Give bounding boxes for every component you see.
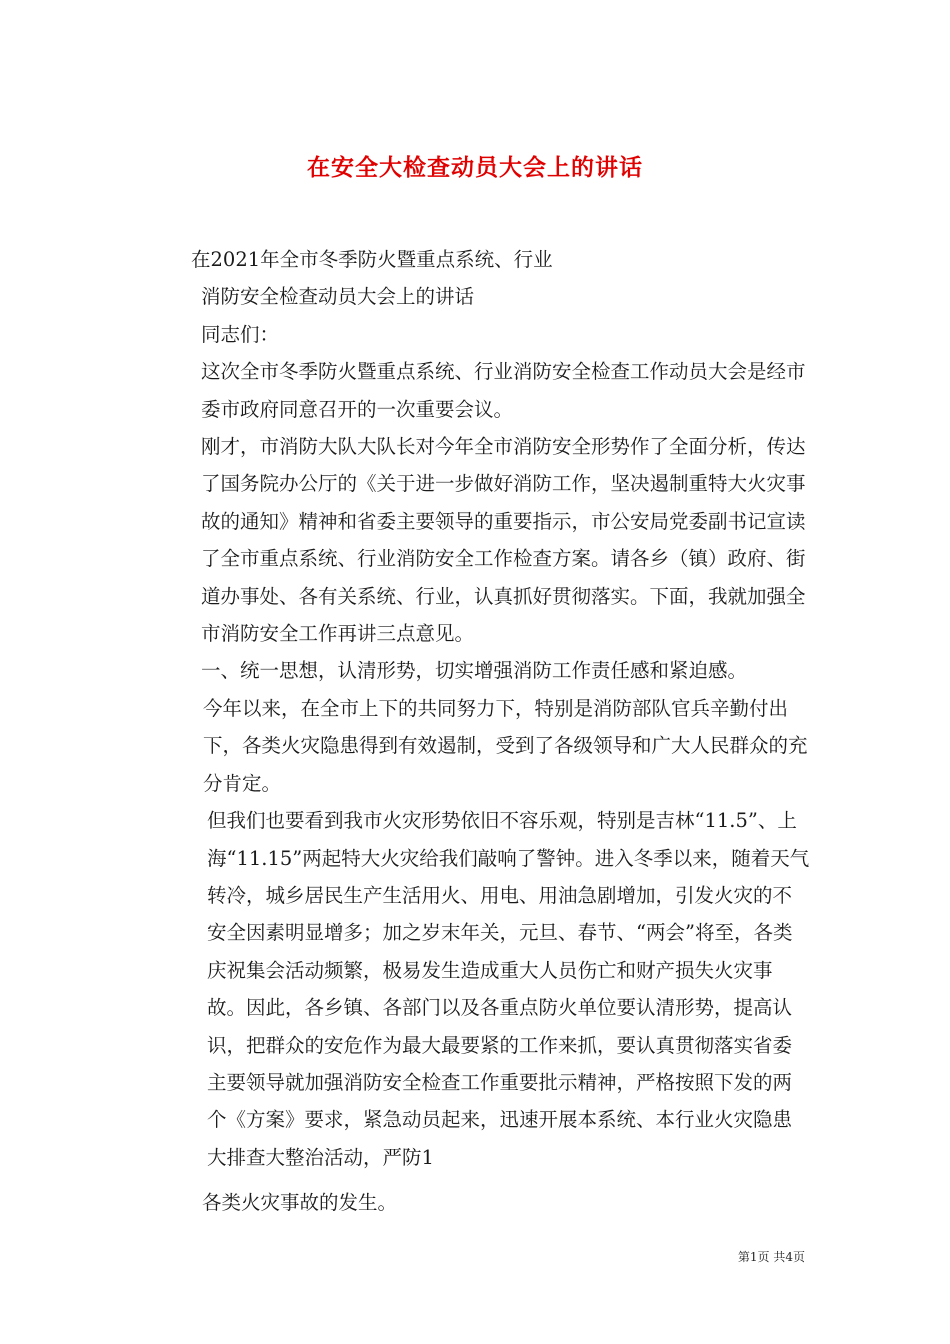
paragraph-opening: 这次全市冬季防火暨重点系统、行业消防安全检查工作动员大会是经市委市政府同意召开的一次重要会议。 — [201, 360, 806, 421]
paragraph-situation: 但我们也要看到我市火灾形势依旧不容乐观，特别是吉林“11.5”、上海“11.15”两起特大火灾给我们敲响了警钟。进入冬季以来，随着天气转冷，城乡居民生产生活用火、用电、用油急剧增加，引发火灾的不安全因素明显增多；加之岁末年关，元旦、春节、“两会”将至，各类庆祝集会活动频繁，极易发生造成重大人员伤亡和财产损失火灾事故。因此，各乡镇、各部门以及各重点防火单位要认清形势，提高认识，把群众的安危作为最大最要紧的工作来抓，要认真贯彻落实省委主要领导就加强消防安全检查工作重要批示精神，严格按照下发的两个《方案》要求，紧急动员起来，迅速开展本系统、本行业火灾隐患大排查大整治活动，严防1 — [207, 809, 810, 1169]
paragraph-progress: 今年以来，在全市上下的共同努力下，特别是消防部队官兵辛勤付出下，各类火灾隐患得到有效遏制，受到了各级领导和广大人民群众的充分肯定。 — [203, 696, 808, 795]
paragraph-subtitle-line-2: 消防安全检查动员大会上的讲话 — [201, 285, 475, 309]
paragraph-heading-one: 一、统一思想，认清形势，切实增强消防工作责任感和紧迫感。 — [201, 659, 748, 683]
paragraph-salutation: 同志们： — [201, 322, 280, 346]
document-title: 在安全大检查动员大会上的讲话 — [307, 154, 643, 182]
document-body — [145, 241, 810, 1222]
paragraph-review: 刚才，市消防大队大队长对今年全市消防安全形势作了全面分析，传达了国务院办公厅的《关于进一步做好消防工作，坚决遏制重特大火灾事故的通知》精神和省委主要领导的重要指示，市公安局党委副书记宣读了全市重点系统、行业消防安全工作检查方案。请各乡（镇）政府、街道办事处、各有关系统、行业，认真抓好贯彻落实。下面，我就加强全市消防安全工作再讲三点意见。 — [201, 435, 806, 646]
paragraph-subtitle-line-1: 在2021年全市冬季防火暨重点系统、行业 — [191, 248, 553, 271]
paragraph-closing-line: 各类火灾事故的发生。 — [202, 1191, 398, 1215]
page-indicator: 第1页 共4页 — [737, 1250, 805, 1264]
